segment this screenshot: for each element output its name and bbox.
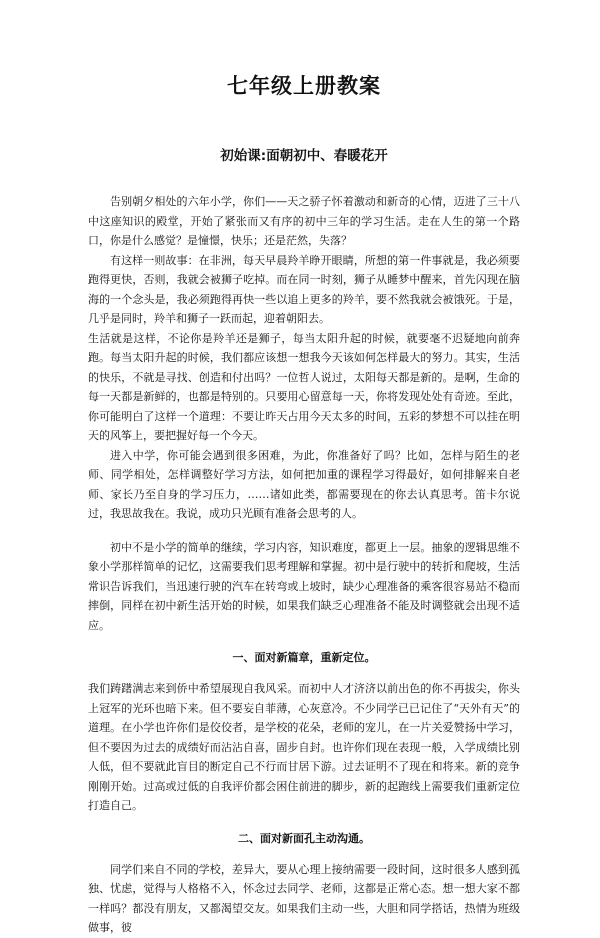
- section-heading-1: 一、面对新篇章，重新定位。: [232, 651, 376, 664]
- paragraph-life: 生活就是这样，不论你是羚羊还是狮子，每当太阳升起的时候，就要毫不迟疑地向前奔跑。每当太阳升起的时候，我们都应该想一想我今天该如何怎样最大的努力。其实，生活的快乐，不就是寻找、创造和付出吗？一位哲人说过，太阳每天都是新的。是啊，生命的每一天都是新鲜的，也都是特别的。只要用心留意每一天，你将发现处处有奇迹。至此，你可能明白了这样一个道理：不要让昨天占用今天太多的时间，五彩的梦想不可以挂在明天的风筝上，要把握好每一个今天。: [88, 331, 520, 442]
- section-text-2: 同学们来自不同的学校，差异大，要从心理上接纳需要一段时间，这时很多人感到孤独、忧虑，觉得与人格格不入，怀念过去同学、老师，这都是正常心态。想一想大家不都一样吗？都没有朋友，又都渴望交友。如果我们主动一些，大胆和同学搭话，热情为班级做事，彼: [88, 862, 520, 934]
- section-heading-2: 二、面对新面孔主动沟通。: [238, 831, 370, 845]
- document-title: 七年级上册教案: [227, 74, 381, 98]
- document-subtitle: 初始课:面朝初中、春暖花开: [220, 148, 388, 164]
- paragraph-story: 有这样一则故事：在非洲，每天早晨羚羊睁开眼睛，所想的第一件事就是，我必须要跑得更快，否则，我就会被狮子吃掉。而在同一时刻，狮子从睡梦中醒来，首先闪现在脑海的一个念头是，我必须跑得再快一些以追上更多的羚羊，要不然我就会被饿死。于是，几乎是同时，羚羊和狮子一跃而起，迎着朝阳去。: [88, 253, 520, 325]
- paragraph-intro: 告别朝夕相处的六年小学，你们——天之骄子怀着激动和新奇的心情，迈进了三十八中这座知识的殿堂，开始了紧张而又有序的初中三年的学习生活。走在人生的第一个路口，你是什么感觉？是憧憬，快乐；还是茫然，失落？: [88, 195, 520, 247]
- section-text-1: 我们踌躇满志来到侨中希望展现自我风采。而初中人才济济以前出色的你不再拔尖，你头上冠军的光环也暗下来。但不要妄自菲薄，心灰意冷。不少同学已已记住了“天外有天”的道理。在小学也许你们是佼佼者，是学校的花朵，老师的宠儿，在一片关爱赞扬中学习，但不要因为过去的成绩好而沾沾自喜，固步自封。也许你们现在表现一般，入学成绩比别人低，但不要就此盲目的断定自己不行而甘居下游。过去证明不了现在和将来。新的竞争刚刚开始。过高或过低的自我评价都会困住前进的脚步，新的起跑线上需要我们重新定位打造自己。: [88, 682, 520, 812]
- paragraph-middle-school: 进入中学，你可能会遇到很多困难，为此，你准备好了吗？比如，怎样与陌生的老师、同学相处，怎样调整好学习方法，如何把加重的课程学习得最好，如何排解来自老师、家长乃至自身的学习压力，……诸如此类，都需要现在的你去认真思考。笛卡尔说过，我思故我在。我说，成功只光顾有准备会思考的人。: [88, 448, 520, 520]
- paragraph-junior-high: 初中不是小学的简单的继续，学习内容，知识难度，都更上一层。抽象的逻辑思维不象小学那样简单的记忆，这需要我们思考理解和掌握。初中是行驶中的转折和爬坡，生活常识告诉我们，当迅速行驶的汽车在转弯或上坡时，缺少心理准备的乘客很容易站不稳而摔倒，同样在初中新生活开始的时候，如果我们缺乏心理准备不能及时调整就会出现不适应。: [88, 540, 520, 632]
